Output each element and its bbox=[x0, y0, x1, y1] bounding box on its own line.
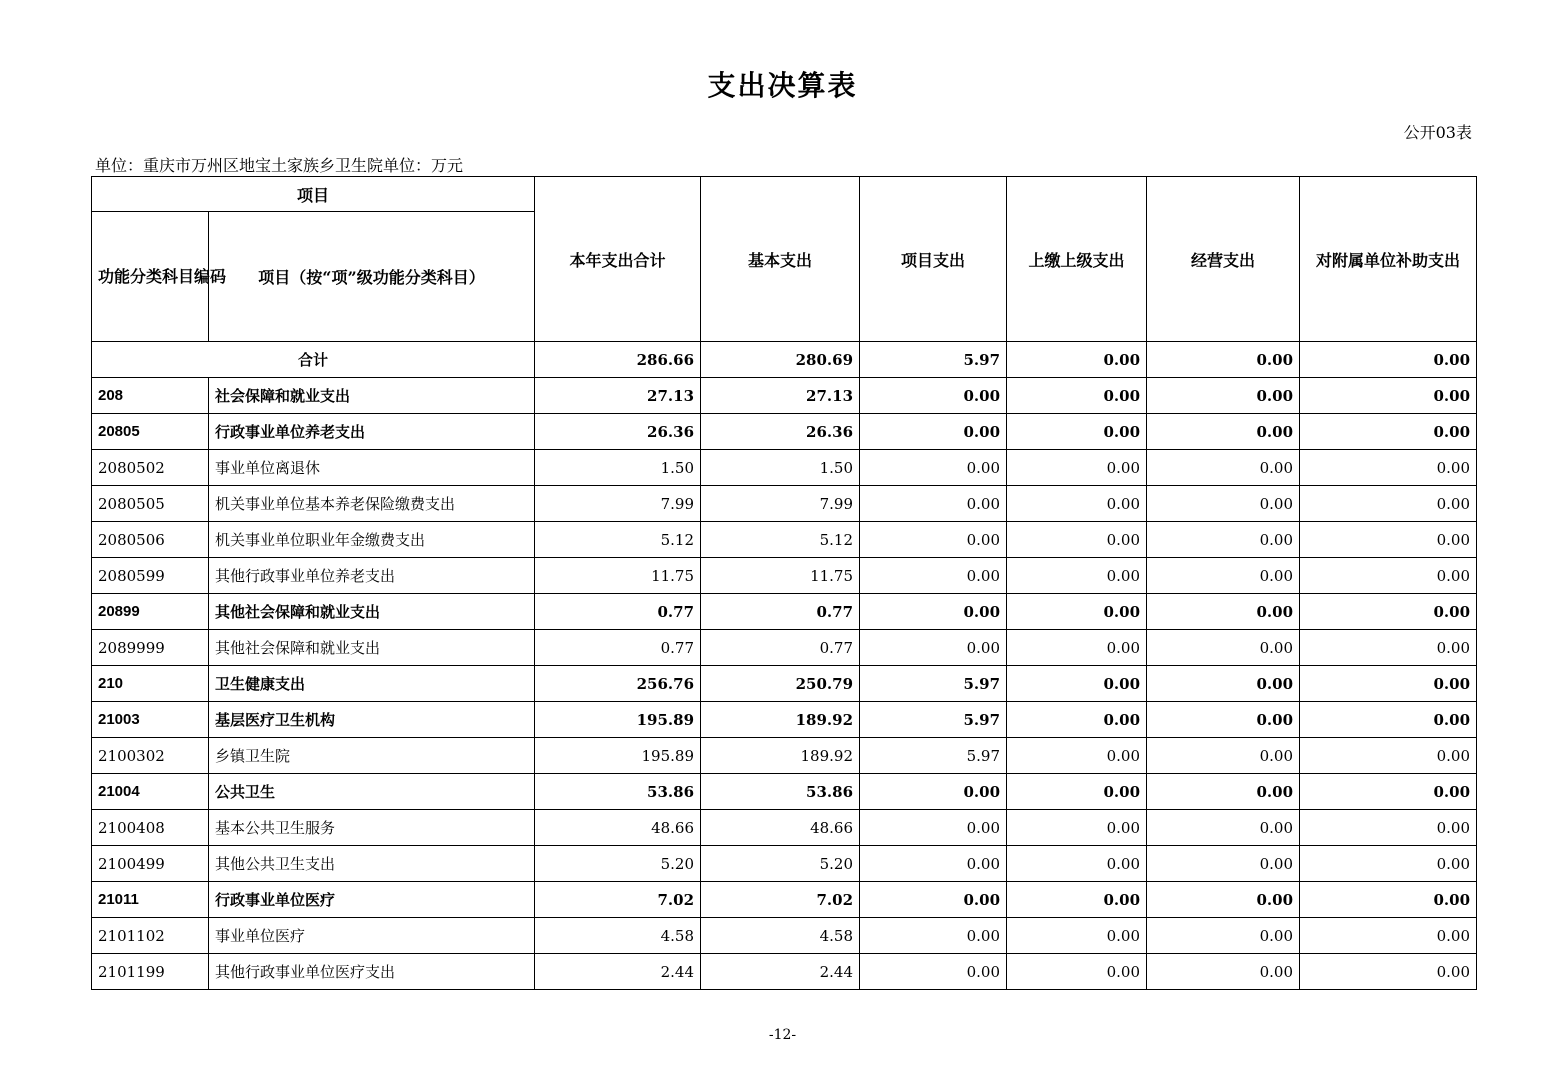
subsidy-cell: 0.00 bbox=[1300, 810, 1477, 846]
code-cell: 20805 bbox=[92, 414, 209, 450]
upper-cell: 0.00 bbox=[1007, 774, 1147, 810]
upper-cell: 0.00 bbox=[1007, 810, 1147, 846]
total-cell: 48.66 bbox=[535, 810, 701, 846]
form-code: 公开03表 bbox=[1403, 123, 1472, 142]
table-row bbox=[92, 846, 1477, 882]
upper-cell: 0.00 bbox=[1007, 882, 1147, 918]
header-project: 项目 bbox=[92, 177, 535, 212]
upper-cell: 0.00 bbox=[1007, 594, 1147, 630]
total-cell: 2.44 bbox=[535, 954, 701, 990]
basic-cell: 53.86 bbox=[701, 774, 860, 810]
code-cell: 2101102 bbox=[92, 918, 209, 954]
business-cell: 0.00 bbox=[1147, 450, 1300, 486]
table-row bbox=[92, 378, 1477, 414]
upper-cell: 0.00 bbox=[1007, 954, 1147, 990]
code-cell: 2080599 bbox=[92, 558, 209, 594]
subsidy-cell: 0.00 bbox=[1300, 954, 1477, 990]
subsidy-cell: 0.00 bbox=[1300, 558, 1477, 594]
header-item: 项目（按“项”级功能分类科目） bbox=[209, 212, 535, 342]
total-cell: 0.77 bbox=[535, 594, 701, 630]
basic-cell: 189.92 bbox=[701, 702, 860, 738]
project-expense-cell: 0.00 bbox=[860, 450, 1007, 486]
header-total: 本年支出合计 bbox=[535, 177, 701, 342]
name-cell: 社会保障和就业支出 bbox=[209, 378, 535, 414]
business-cell: 0.00 bbox=[1147, 738, 1300, 774]
project-expense-cell: 5.97 bbox=[860, 738, 1007, 774]
project-expense-cell: 5.97 bbox=[860, 342, 1007, 378]
name-cell: 其他行政事业单位养老支出 bbox=[209, 558, 535, 594]
basic-cell: 2.44 bbox=[701, 954, 860, 990]
upper-cell: 0.00 bbox=[1007, 342, 1147, 378]
total-cell: 7.02 bbox=[535, 882, 701, 918]
subsidy-cell: 0.00 bbox=[1300, 594, 1477, 630]
code-cell: 2100499 bbox=[92, 846, 209, 882]
code-cell: 2100302 bbox=[92, 738, 209, 774]
business-cell: 0.00 bbox=[1147, 846, 1300, 882]
basic-cell: 48.66 bbox=[701, 810, 860, 846]
business-cell: 0.00 bbox=[1147, 918, 1300, 954]
subsidy-cell: 0.00 bbox=[1300, 918, 1477, 954]
table-row bbox=[92, 702, 1477, 738]
upper-cell: 0.00 bbox=[1007, 666, 1147, 702]
total-cell: 7.99 bbox=[535, 486, 701, 522]
subsidy-cell: 0.00 bbox=[1300, 522, 1477, 558]
code-cell: 2080505 bbox=[92, 486, 209, 522]
basic-cell: 0.77 bbox=[701, 594, 860, 630]
basic-cell: 5.12 bbox=[701, 522, 860, 558]
name-cell: 卫生健康支出 bbox=[209, 666, 535, 702]
expenditure-table bbox=[91, 176, 1477, 990]
subsidy-cell: 0.00 bbox=[1300, 666, 1477, 702]
project-expense-cell: 0.00 bbox=[860, 846, 1007, 882]
upper-cell: 0.00 bbox=[1007, 558, 1147, 594]
code-cell: 2080506 bbox=[92, 522, 209, 558]
unit-line: 单位：重庆市万州区地宝土家族乡卫生院单位：万元 bbox=[95, 156, 464, 175]
upper-cell: 0.00 bbox=[1007, 630, 1147, 666]
table-row bbox=[92, 630, 1477, 666]
name-cell: 机关事业单位基本养老保险缴费支出 bbox=[209, 486, 535, 522]
upper-cell: 0.00 bbox=[1007, 738, 1147, 774]
page-number: -12- bbox=[768, 1027, 797, 1043]
name-cell: 机关事业单位职业年金缴费支出 bbox=[209, 522, 535, 558]
total-cell: 11.75 bbox=[535, 558, 701, 594]
subsidy-cell: 0.00 bbox=[1300, 450, 1477, 486]
project-expense-cell: 0.00 bbox=[860, 882, 1007, 918]
project-expense-cell: 0.00 bbox=[860, 918, 1007, 954]
table-row bbox=[92, 774, 1477, 810]
project-expense-cell: 0.00 bbox=[860, 378, 1007, 414]
business-cell: 0.00 bbox=[1147, 630, 1300, 666]
total-cell: 0.77 bbox=[535, 630, 701, 666]
project-expense-cell: 0.00 bbox=[860, 414, 1007, 450]
subsidy-cell: 0.00 bbox=[1300, 630, 1477, 666]
name-cell: 行政事业单位医疗 bbox=[209, 882, 535, 918]
business-cell: 0.00 bbox=[1147, 666, 1300, 702]
header-subsidy: 对附属单位补助支出 bbox=[1300, 177, 1477, 342]
total-cell: 26.36 bbox=[535, 414, 701, 450]
business-cell: 0.00 bbox=[1147, 522, 1300, 558]
subsidy-cell: 0.00 bbox=[1300, 414, 1477, 450]
code-cell: 208 bbox=[92, 378, 209, 414]
basic-cell: 189.92 bbox=[701, 738, 860, 774]
total-cell: 1.50 bbox=[535, 450, 701, 486]
name-cell: 行政事业单位养老支出 bbox=[209, 414, 535, 450]
table-row bbox=[92, 954, 1477, 990]
total-cell: 27.13 bbox=[535, 378, 701, 414]
total-cell: 286.66 bbox=[535, 342, 701, 378]
table-row bbox=[92, 666, 1477, 702]
upper-cell: 0.00 bbox=[1007, 522, 1147, 558]
code-cell: 2080502 bbox=[92, 450, 209, 486]
upper-cell: 0.00 bbox=[1007, 486, 1147, 522]
business-cell: 0.00 bbox=[1147, 558, 1300, 594]
basic-cell: 7.99 bbox=[701, 486, 860, 522]
table-row bbox=[92, 810, 1477, 846]
total-cell: 53.86 bbox=[535, 774, 701, 810]
name-cell: 其他社会保障和就业支出 bbox=[209, 594, 535, 630]
project-expense-cell: 0.00 bbox=[860, 810, 1007, 846]
business-cell: 0.00 bbox=[1147, 594, 1300, 630]
code-cell: 21011 bbox=[92, 882, 209, 918]
table-row bbox=[92, 450, 1477, 486]
project-expense-cell: 0.00 bbox=[860, 594, 1007, 630]
project-expense-cell: 0.00 bbox=[860, 774, 1007, 810]
total-cell: 5.12 bbox=[535, 522, 701, 558]
subsidy-cell: 0.00 bbox=[1300, 486, 1477, 522]
subsidy-cell: 0.00 bbox=[1300, 846, 1477, 882]
code-cell: 2100408 bbox=[92, 810, 209, 846]
project-expense-cell: 0.00 bbox=[860, 486, 1007, 522]
basic-cell: 0.77 bbox=[701, 630, 860, 666]
table-row bbox=[92, 882, 1477, 918]
subsidy-cell: 0.00 bbox=[1300, 342, 1477, 378]
name-cell: 公共卫生 bbox=[209, 774, 535, 810]
table-row bbox=[92, 918, 1477, 954]
project-expense-cell: 0.00 bbox=[860, 558, 1007, 594]
total-row bbox=[92, 342, 1477, 378]
code-cell: 21004 bbox=[92, 774, 209, 810]
table-row bbox=[92, 594, 1477, 630]
upper-cell: 0.00 bbox=[1007, 846, 1147, 882]
code-cell: 2089999 bbox=[92, 630, 209, 666]
total-cell: 256.76 bbox=[535, 666, 701, 702]
basic-cell: 4.58 bbox=[701, 918, 860, 954]
basic-cell: 27.13 bbox=[701, 378, 860, 414]
code-cell: 2101199 bbox=[92, 954, 209, 990]
total-cell: 195.89 bbox=[535, 702, 701, 738]
name-cell: 其他公共卫生支出 bbox=[209, 846, 535, 882]
business-cell: 0.00 bbox=[1147, 414, 1300, 450]
total-cell: 5.20 bbox=[535, 846, 701, 882]
table-row bbox=[92, 558, 1477, 594]
table-row bbox=[92, 522, 1477, 558]
header-project-expense: 项目支出 bbox=[860, 177, 1007, 342]
project-expense-cell: 0.00 bbox=[860, 954, 1007, 990]
project-expense-cell: 0.00 bbox=[860, 630, 1007, 666]
business-cell: 0.00 bbox=[1147, 774, 1300, 810]
name-cell: 事业单位医疗 bbox=[209, 918, 535, 954]
name-cell: 其他社会保障和就业支出 bbox=[209, 630, 535, 666]
name-cell: 基本公共卫生服务 bbox=[209, 810, 535, 846]
header-upper: 上缴上级支出 bbox=[1007, 177, 1147, 342]
basic-cell: 26.36 bbox=[701, 414, 860, 450]
code-cell: 210 bbox=[92, 666, 209, 702]
upper-cell: 0.00 bbox=[1007, 414, 1147, 450]
subsidy-cell: 0.00 bbox=[1300, 378, 1477, 414]
business-cell: 0.00 bbox=[1147, 702, 1300, 738]
upper-cell: 0.00 bbox=[1007, 918, 1147, 954]
project-expense-cell: 5.97 bbox=[860, 702, 1007, 738]
page-title: 支出决算表 bbox=[707, 69, 858, 102]
business-cell: 0.00 bbox=[1147, 486, 1300, 522]
header-func-code: 功能分类科目编码 bbox=[92, 212, 209, 342]
project-expense-cell: 0.00 bbox=[860, 522, 1007, 558]
business-cell: 0.00 bbox=[1147, 378, 1300, 414]
basic-cell: 280.69 bbox=[701, 342, 860, 378]
total-label: 合计 bbox=[92, 342, 535, 378]
basic-cell: 250.79 bbox=[701, 666, 860, 702]
header-business: 经营支出 bbox=[1147, 177, 1300, 342]
name-cell: 其他行政事业单位医疗支出 bbox=[209, 954, 535, 990]
total-cell: 195.89 bbox=[535, 738, 701, 774]
table-row bbox=[92, 486, 1477, 522]
table-row bbox=[92, 738, 1477, 774]
business-cell: 0.00 bbox=[1147, 954, 1300, 990]
upper-cell: 0.00 bbox=[1007, 702, 1147, 738]
business-cell: 0.00 bbox=[1147, 810, 1300, 846]
name-cell: 基层医疗卫生机构 bbox=[209, 702, 535, 738]
name-cell: 乡镇卫生院 bbox=[209, 738, 535, 774]
table-body bbox=[92, 342, 1477, 990]
table-row bbox=[92, 414, 1477, 450]
business-cell: 0.00 bbox=[1147, 342, 1300, 378]
subsidy-cell: 0.00 bbox=[1300, 738, 1477, 774]
subsidy-cell: 0.00 bbox=[1300, 882, 1477, 918]
basic-cell: 7.02 bbox=[701, 882, 860, 918]
subsidy-cell: 0.00 bbox=[1300, 702, 1477, 738]
upper-cell: 0.00 bbox=[1007, 378, 1147, 414]
project-expense-cell: 5.97 bbox=[860, 666, 1007, 702]
header-basic: 基本支出 bbox=[701, 177, 860, 342]
basic-cell: 5.20 bbox=[701, 846, 860, 882]
code-cell: 20899 bbox=[92, 594, 209, 630]
total-cell: 4.58 bbox=[535, 918, 701, 954]
business-cell: 0.00 bbox=[1147, 882, 1300, 918]
code-cell: 21003 bbox=[92, 702, 209, 738]
basic-cell: 1.50 bbox=[701, 450, 860, 486]
subsidy-cell: 0.00 bbox=[1300, 774, 1477, 810]
name-cell: 事业单位离退休 bbox=[209, 450, 535, 486]
basic-cell: 11.75 bbox=[701, 558, 860, 594]
upper-cell: 0.00 bbox=[1007, 450, 1147, 486]
